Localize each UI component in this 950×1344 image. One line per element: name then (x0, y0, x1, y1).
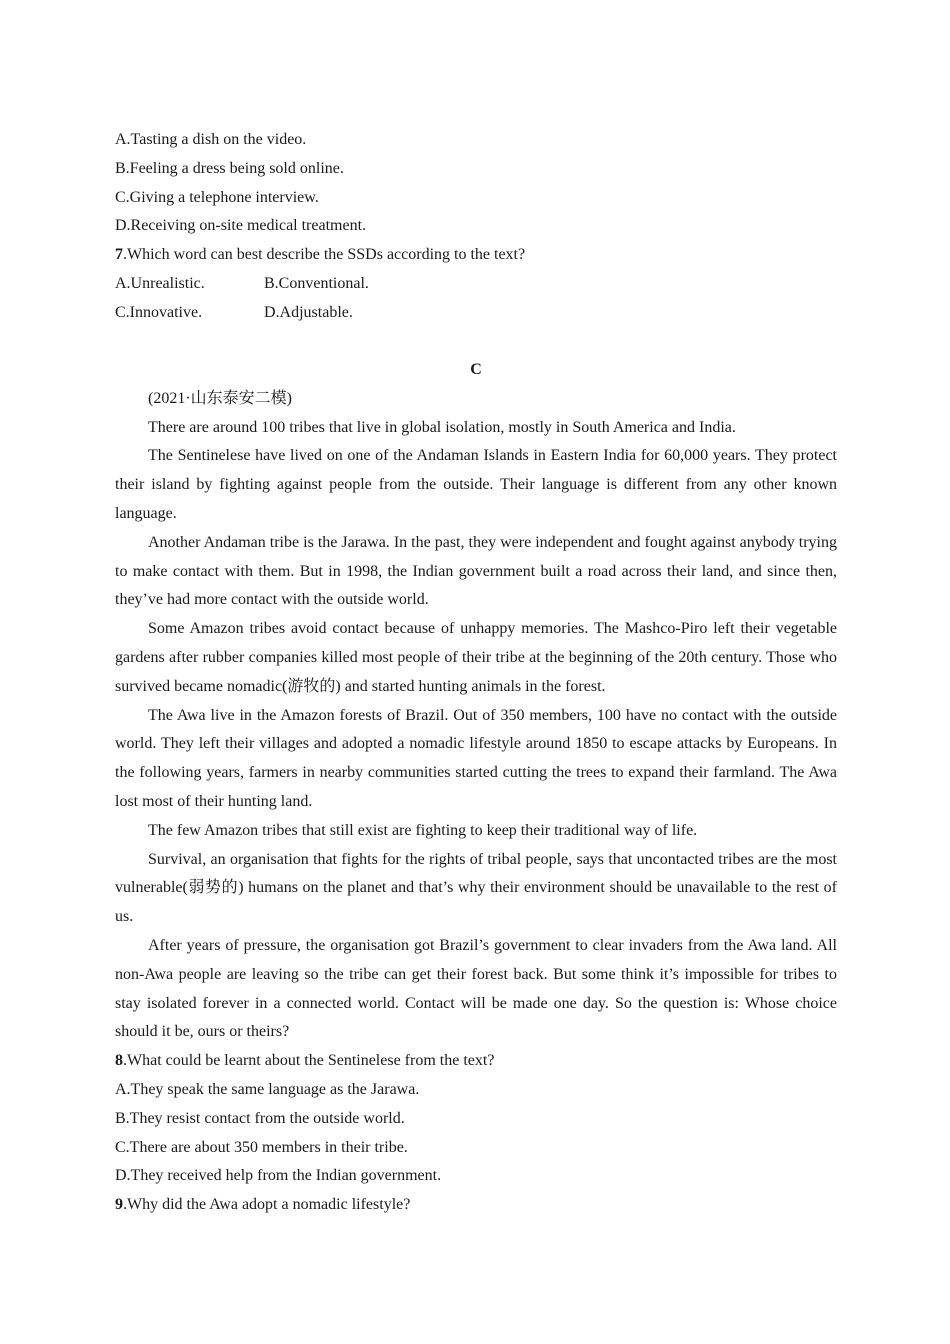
option-6b: B.Feeling a dress being sold online. (115, 159, 344, 177)
passage-paragraph: Another Andaman tribe is the Jarawa. In the past, they were independent and fought against anybody trying to make contact with them. But in 1998, the Indian government built a road across their land, and since then, they’ve had more contact with the outside world. (115, 533, 837, 609)
passage-paragraph: The Awa live in the Amazon forests of Brazil. Out of 350 members, 100 have no contact with the outside world. They left their villages and adopted a nomadic lifestyle around 1850 to escape attacks by Europeans. In the following years, farmers in nearby communities started cutting the trees to expand their farmland. The Awa lost most of their hunting land. (115, 706, 837, 810)
question-7-text: .Which word can best describe the SSDs according to the text? (123, 246, 526, 263)
question-8-text: .What could be learnt about the Sentinelese from the text? (123, 1052, 495, 1070)
option-6a: A.Tasting a dish on the video. (115, 131, 307, 148)
option-7d: D.Adjustable. (264, 303, 353, 321)
passage-paragraph: The Sentinelese have lived on one of the Andaman Islands in Eastern India for 60,000 years. They protect their island by fighting against people from the outside. Their language is different from any other known language. (115, 447, 837, 522)
question-7-stem (115, 241, 837, 270)
option-8c: C.There are about 350 members in their tribe. (115, 1138, 408, 1156)
option-8a: A.They speak the same language as the Jarawa. (115, 1080, 420, 1098)
passage-paragraph: After years of pressure, the organisation got Brazil’s government to clear invaders from the Awa land. All non-Awa people are leaving so the tribe can get their forest back. But some think it’s impossible for tribes to stay isolated forever in a connected world. Contact will be made one day. So the question is: Whose choice should it be, ours or theirs? (115, 936, 837, 1041)
option-6d: D.Receiving on-site medical treatment. (115, 217, 367, 235)
passage-paragraph: The few Amazon tribes that still exist are fighting to keep their traditional way of life. (148, 821, 698, 839)
question-7-options-row-2 (115, 299, 837, 328)
question-9-stem (115, 1191, 837, 1220)
passage-paragraph: There are around 100 tribes that live in global isolation, mostly in South America and India. (148, 418, 736, 436)
question-7-number: 7 (115, 246, 123, 263)
option-8d: D.They received help from the Indian government. (115, 1167, 442, 1185)
section-c (115, 356, 837, 1220)
passage-paragraph: Survival, an organisation that fights for the rights of tribal people, says that uncontacted tribes are the most vulnerable(弱势的) humans on the planet and that’s why their environment should be unavailable to the rest of us. (115, 850, 837, 926)
option-7c: C.Innovative. (115, 303, 203, 321)
section-heading: C (470, 361, 482, 378)
question-6-options (115, 126, 837, 241)
option-7b: B.Conventional. (264, 274, 369, 292)
question-8-number: 8 (115, 1052, 123, 1070)
question-9-text: .Why did the Awa adopt a nomadic lifestyle? (123, 1196, 411, 1214)
passage-paragraph: Some Amazon tribes avoid contact because of unhappy memories. The Mashco-Piro left their vegetable gardens after rubber companies killed most people of their tribe at the beginning of the 20th century. Those who survived became nomadic(游牧的) and started hunting animals in the forest. (115, 620, 837, 695)
option-8b: B.They resist contact from the outside world. (115, 1109, 405, 1127)
question-7-options-row-1 (115, 270, 837, 299)
question-8-stem (115, 1047, 837, 1076)
question-7 (115, 241, 837, 327)
option-6c: C.Giving a telephone interview. (115, 188, 319, 206)
option-7a: A.Unrealistic. (115, 274, 205, 292)
source-note: (2021·山东泰安二模) (148, 389, 292, 407)
question-9-number: 9 (115, 1196, 123, 1214)
